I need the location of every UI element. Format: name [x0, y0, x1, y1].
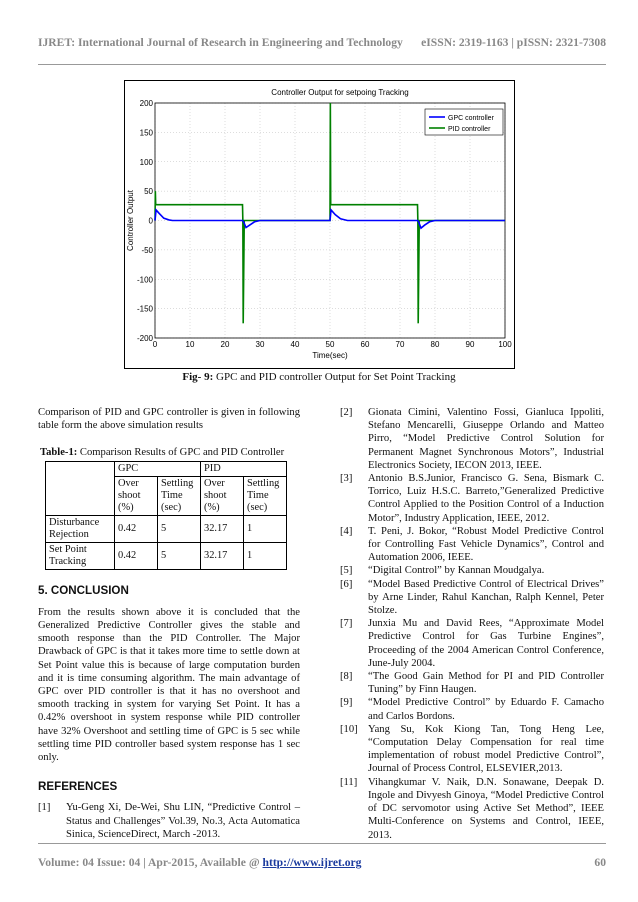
y-tick-label: 50	[144, 187, 153, 197]
reference-number: [11]	[340, 776, 358, 788]
reference-text: T. Peni, J. Bokor, “Robust Model Predictive Control for Controlling Fast Vehicle Dynamics”, Control and Automation 2006, IEEE.	[368, 525, 604, 564]
reference-item	[38, 801, 300, 841]
figure-caption-text: GPC and PID controller Output for Set Point Tracking	[213, 371, 456, 383]
table-caption-label: Table-1:	[40, 447, 78, 459]
controller-output-chart	[125, 81, 514, 368]
table-cell: 1	[244, 542, 287, 569]
reference-item	[340, 696, 604, 722]
reference-item	[340, 564, 604, 577]
chart-title: Controller Output for setpoing Tracking	[271, 88, 409, 97]
reference-text: Yu-Geng Xi, De-Wei, Shu LIN, “Predictive Control – Status and Challenges” Vol.39, No.3, Acta Automatica Sinica, ScienceDirect, March -2013.	[66, 802, 300, 840]
table-caption	[38, 446, 300, 459]
x-tick-label: 70	[395, 340, 405, 349]
footer-rule	[38, 843, 606, 844]
reference-text: Gionata Cimini, Valentino Fossi, Gianluca Ippoliti, Stefano Mencarelli, Giuseppe Orlando and Matteo Pirro, “Model Predictive Control Solution for Permanent Magnet Synchronous Motors”, Industrial Electronics Society, IECON 2013, IEEE.	[368, 407, 604, 471]
y-tick-label: 200	[139, 99, 153, 108]
reference-item	[340, 776, 604, 842]
table-group-header: GPC	[115, 461, 201, 476]
reference-number: [8]	[340, 671, 353, 683]
reference-number: [3]	[340, 473, 353, 485]
reference-item	[340, 472, 604, 525]
y-tick-label: -200	[136, 334, 153, 343]
reference-item	[340, 670, 604, 696]
journal-title: IJRET: International Journal of Research in Engineering and Technology	[38, 36, 403, 49]
y-axis-label: Controller Output	[126, 190, 135, 251]
table-subheader: Over shoot (%)	[115, 476, 158, 515]
reference-text: Yang Su, Kok Kiong Tan, Tong Heng Lee, “Computation Delay Compensation for real time implementation of robust model Predictive Control”, Journal of Process Control, ELSEVIER,2013.	[368, 723, 604, 775]
header-rule	[38, 64, 606, 65]
conclusion-paragraph: From the results shown above it is concluded that the Generalized Predictive Controller gives the stable and smooth response than the PID Controller. The Major Drawback of GPC is that it takes more time to settle down at Set Point value this is because of large computation burden and it is time consuming algorithm. The main advantage of GPC over PID controller is that it has no overshoot and smooth tracking in system for varying Set Point. It has a 0.42% overshoot in system response while PID controller have 32% Overshoot and settling time of GPC is 5 sec while settling time PID controller based system response has 1 sec only.	[38, 606, 300, 764]
reference-text: “Digital Control” by Kannan Moudgalya.	[368, 565, 545, 577]
x-tick-label: 80	[430, 340, 440, 349]
page-header	[38, 36, 606, 49]
reference-item	[340, 617, 604, 670]
reference-item	[340, 406, 604, 472]
y-tick-label: -50	[141, 245, 153, 255]
reference-number: [7]	[340, 618, 353, 630]
journal-link[interactable]: http://www.ijret.org	[262, 856, 362, 869]
row-label: Disturbance Rejection	[46, 515, 115, 542]
legend-entry: GPC controller	[448, 115, 494, 122]
x-tick-label: 10	[185, 340, 195, 349]
right-column	[340, 406, 604, 842]
results-table	[45, 461, 287, 570]
table-cell: 32.17	[201, 515, 244, 542]
table-subheader: Over shoot (%)	[201, 476, 244, 515]
table-subheader: Settling Time (sec)	[244, 476, 287, 515]
table-corner-cell	[46, 461, 115, 515]
footer-volume-info	[38, 856, 361, 869]
table-subheader: Settling Time (sec)	[158, 476, 201, 515]
references-heading: REFERENCES	[38, 780, 118, 794]
reference-text: Vihangkumar V. Naik, D.N. Sonawane, Deepak D. Ingole and Divyesh Ginoya, “Model Predictive Control of DC servomotor using Active Set Method”, IEEE Multi-Conference on Systems and Control, IEEE, 2013.	[368, 776, 604, 841]
y-tick-label: 0	[148, 216, 153, 226]
table-group-header: PID	[201, 461, 287, 476]
table-row	[46, 542, 287, 569]
x-axis-label: Time(sec)	[312, 351, 348, 360]
y-tick-label: 100	[139, 157, 153, 167]
x-tick-label: 30	[255, 340, 265, 349]
page-number: 60	[594, 856, 606, 869]
reference-item	[340, 525, 604, 565]
legend-entry: PID controller	[448, 126, 491, 133]
table-cell: 5	[158, 542, 201, 569]
table-cell: 0.42	[115, 515, 158, 542]
reference-number: [6]	[340, 578, 353, 590]
reference-text: “Model Based Predictive Control of Electrical Drives” by Arne Linder, Rahul Kanchan, Ralph Kennel, Peter Stolze.	[368, 578, 604, 617]
table-row	[46, 515, 287, 542]
page-footer	[38, 856, 606, 869]
y-tick-label: -100	[136, 275, 153, 285]
left-column	[38, 406, 300, 841]
figure-frame	[124, 80, 515, 369]
table-caption-text: Comparison Results of GPC and PID Controller	[77, 447, 285, 459]
table-cell: 0.42	[115, 542, 158, 569]
y-tick-label: 150	[139, 128, 153, 138]
reference-number: [9]	[340, 697, 353, 709]
x-tick-label: 20	[220, 340, 230, 349]
x-tick-label: 100	[498, 340, 512, 349]
x-tick-label: 60	[360, 340, 370, 349]
figure-caption	[0, 371, 638, 383]
reference-number: [10]	[340, 723, 358, 735]
reference-text: “Model Predictive Control” by Eduardo F. Camacho and Carlos Bordons.	[368, 697, 604, 722]
reference-text: “The Good Gain Method for PI and PID Controller Tuning” by Finn Haugen.	[368, 671, 604, 696]
x-tick-label: 90	[465, 340, 475, 349]
intro-paragraph: Comparison of PID and GPC controller is given in following table form the above simulation results	[38, 407, 300, 432]
reference-number: [4]	[340, 525, 353, 537]
footer-volume-text: Volume: 04 Issue: 04 | Apr-2015, Available @	[38, 856, 263, 869]
table-cell: 5	[158, 515, 201, 542]
reference-number: [5]	[340, 565, 353, 577]
issn: eISSN: 2319-1163 | pISSN: 2321-7308	[421, 36, 606, 49]
reference-item	[340, 723, 604, 776]
x-tick-label: 40	[290, 340, 300, 349]
reference-number: [2]	[340, 407, 353, 418]
reference-item	[340, 578, 604, 618]
figure-caption-label: Fig- 9:	[182, 371, 214, 383]
table-cell: 1	[244, 515, 287, 542]
reference-text: Antonio B.S.Junior, Francisco G. Sena, Bismark C. Torrico, Luiz H.S.C. Barreto,”Generalized Predictive Control Applied to the Position Control of a Induction Motor”, Industry Application, IEEE, 2012.	[368, 473, 604, 524]
x-tick-label: 0	[152, 340, 158, 349]
row-label: Set Point Tracking	[46, 542, 115, 569]
conclusion-heading: 5. CONCLUSION	[38, 583, 129, 597]
x-tick-label: 50	[325, 340, 335, 349]
table-cell: 32.17	[201, 542, 244, 569]
reference-number: [1]	[38, 802, 51, 814]
reference-text: Junxia Mu and David Rees, “Approximate Model Predictive Control for Gas Turbine Engines”, Proceeding of the 2004 American Control Conference, June-July 2004.	[368, 618, 604, 669]
y-tick-label: -150	[136, 304, 153, 314]
